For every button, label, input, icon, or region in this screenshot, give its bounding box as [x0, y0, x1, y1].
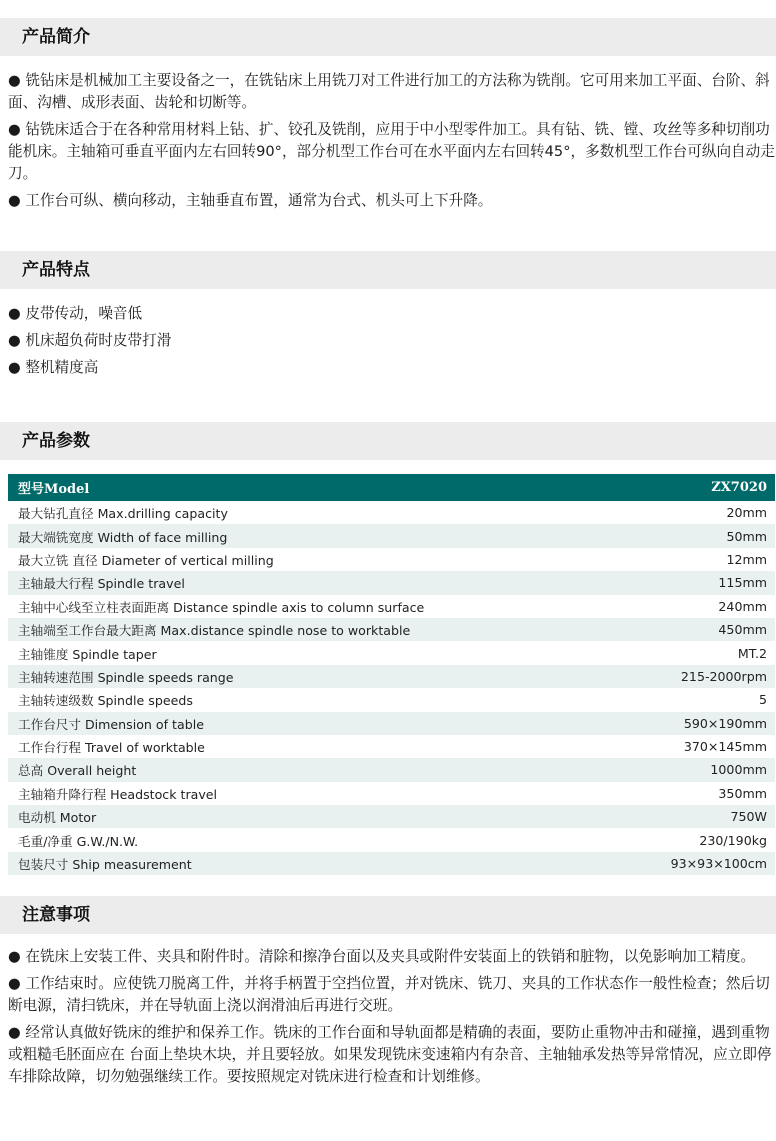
specs-heading: 产品参数	[0, 422, 776, 460]
notes-paragraph: ● 在铣床上安装工件、夹具和附件时。清除和擦净台面以及夹具或附件安装面上的铁销和脏物，以免影响加工精度。	[8, 948, 756, 965]
spec-row	[8, 758, 775, 781]
spec-row	[8, 571, 775, 594]
spec-row	[8, 852, 775, 875]
spec-value: 50mm	[621, 524, 775, 547]
spec-value: 230/190kg	[621, 828, 775, 851]
features-heading: 产品特点	[0, 251, 776, 289]
intro-paragraph: ● 钻铣床适合于在各种常用材料上钻、扩、铰孔及铣削，应用于中小型零件加工。具有钻、铣、镗、攻丝等多种切削功能机床。主轴箱可垂直平面内左右回转90°，部分机型工作台可在水平面内左右回转45°，多数机型工作台可纵向自动走刀。	[8, 121, 775, 182]
intro-heading: 产品简介	[0, 18, 776, 56]
spec-value: 5	[621, 688, 775, 711]
spec-row	[8, 641, 775, 664]
spec-header-value: ZX7020	[621, 474, 775, 501]
spec-label: 最大立铣 直径 Diameter of vertical milling	[8, 548, 621, 571]
features-list	[8, 300, 768, 381]
notes-paragraph: ● 经常认真做好铣床的维护和保养工作。铣床的工作台面和导轨面都是精确的表面，要防止重物冲击和碰撞，遇到重物或粗糙毛胚面应在 台面上垫块木块，并且要轻放。如果发现铣床变速箱内有杂音、主轴轴承发热等异常情况，应立即停车排除故障，切勿勉强继续工作。要按照规定对铣床进行检查和计划维修。	[8, 1024, 772, 1085]
spec-label: 电动机 Motor	[8, 805, 621, 828]
feature-item: ● 机床超负荷时皮带打滑	[8, 332, 172, 349]
spec-value: 350mm	[621, 782, 775, 805]
intro-paragraph: ● 工作台可纵、横向移动，主轴垂直布置，通常为台式、机头可上下升降。	[8, 192, 493, 209]
intro-paragraph: ● 铣钻床是机械加工主要设备之一，在铣钻床上用铣刀对工件进行加工的方法称为铣削。它可用来加工平面、台阶、斜面、沟槽、成形表面、齿轮和切断等。	[8, 72, 770, 111]
intro-paragraphs	[8, 70, 776, 217]
spec-row	[8, 688, 775, 711]
spec-value: 93×93×100cm	[621, 852, 775, 875]
spec-label: 主轴最大行程 Spindle travel	[8, 571, 621, 594]
spec-value: 370×145mm	[621, 735, 775, 758]
spec-label: 主轴端至工作台最大距离 Max.distance spindle nose to worktable	[8, 618, 621, 641]
spec-header-label: 型号Model	[8, 474, 621, 501]
feature-item: ● 皮带传动，噪音低	[8, 305, 143, 322]
spec-row	[8, 595, 775, 618]
feature-item: ● 整机精度高	[8, 359, 99, 376]
spec-label: 主轴转速级数 Spindle speeds	[8, 688, 621, 711]
spec-header-row	[8, 474, 775, 501]
spec-label: 包装尺寸 Ship measurement	[8, 852, 621, 875]
spec-row	[8, 618, 775, 641]
spec-value: 1000mm	[621, 758, 775, 781]
spec-label: 工作台尺寸 Dimension of table	[8, 712, 621, 735]
spec-label: 毛重/净重 G.W./N.W.	[8, 828, 621, 851]
notes-paragraph: ● 工作结束时。应使铣刀脱离工件，并将手柄置于空挡位置，并对铣床、铣刀、夹具的工作状态作一般性检查；然后切断电源，清扫铣床，并在导轨面上浇以润滑油后再进行交班。	[8, 975, 770, 1014]
spec-row	[8, 501, 775, 524]
spec-row	[8, 712, 775, 735]
spec-value: 240mm	[621, 595, 775, 618]
spec-row	[8, 548, 775, 571]
spec-value: 12mm	[621, 548, 775, 571]
spec-label: 主轴中心线至立柱表面距离 Distance spindle axis to column surface	[8, 595, 621, 618]
spec-label: 工作台行程 Travel of worktable	[8, 735, 621, 758]
spec-row	[8, 782, 775, 805]
spec-value: 115mm	[621, 571, 775, 594]
spec-label: 最大钻孔直径 Max.drilling capacity	[8, 501, 621, 524]
spec-value: 215-2000rpm	[621, 665, 775, 688]
spec-value: 590×190mm	[621, 712, 775, 735]
spec-table	[8, 474, 775, 875]
spec-row	[8, 805, 775, 828]
spec-row	[8, 524, 775, 547]
spec-label: 总高 Overall height	[8, 758, 621, 781]
spec-label: 主轴锥度 Spindle taper	[8, 641, 621, 664]
spec-label: 最大端铣宽度 Width of face milling	[8, 524, 621, 547]
spec-row	[8, 828, 775, 851]
spec-value: 20mm	[621, 501, 775, 524]
spec-row	[8, 735, 775, 758]
spec-value: 450mm	[621, 618, 775, 641]
spec-label: 主轴箱升降行程 Headstock travel	[8, 782, 621, 805]
spec-value: MT.2	[621, 641, 775, 664]
notes-heading: 注意事项	[0, 896, 776, 934]
spec-value: 750W	[621, 805, 775, 828]
spec-label: 主轴转速范围 Spindle speeds range	[8, 665, 621, 688]
spec-row	[8, 665, 775, 688]
notes-paragraphs	[8, 946, 776, 1093]
